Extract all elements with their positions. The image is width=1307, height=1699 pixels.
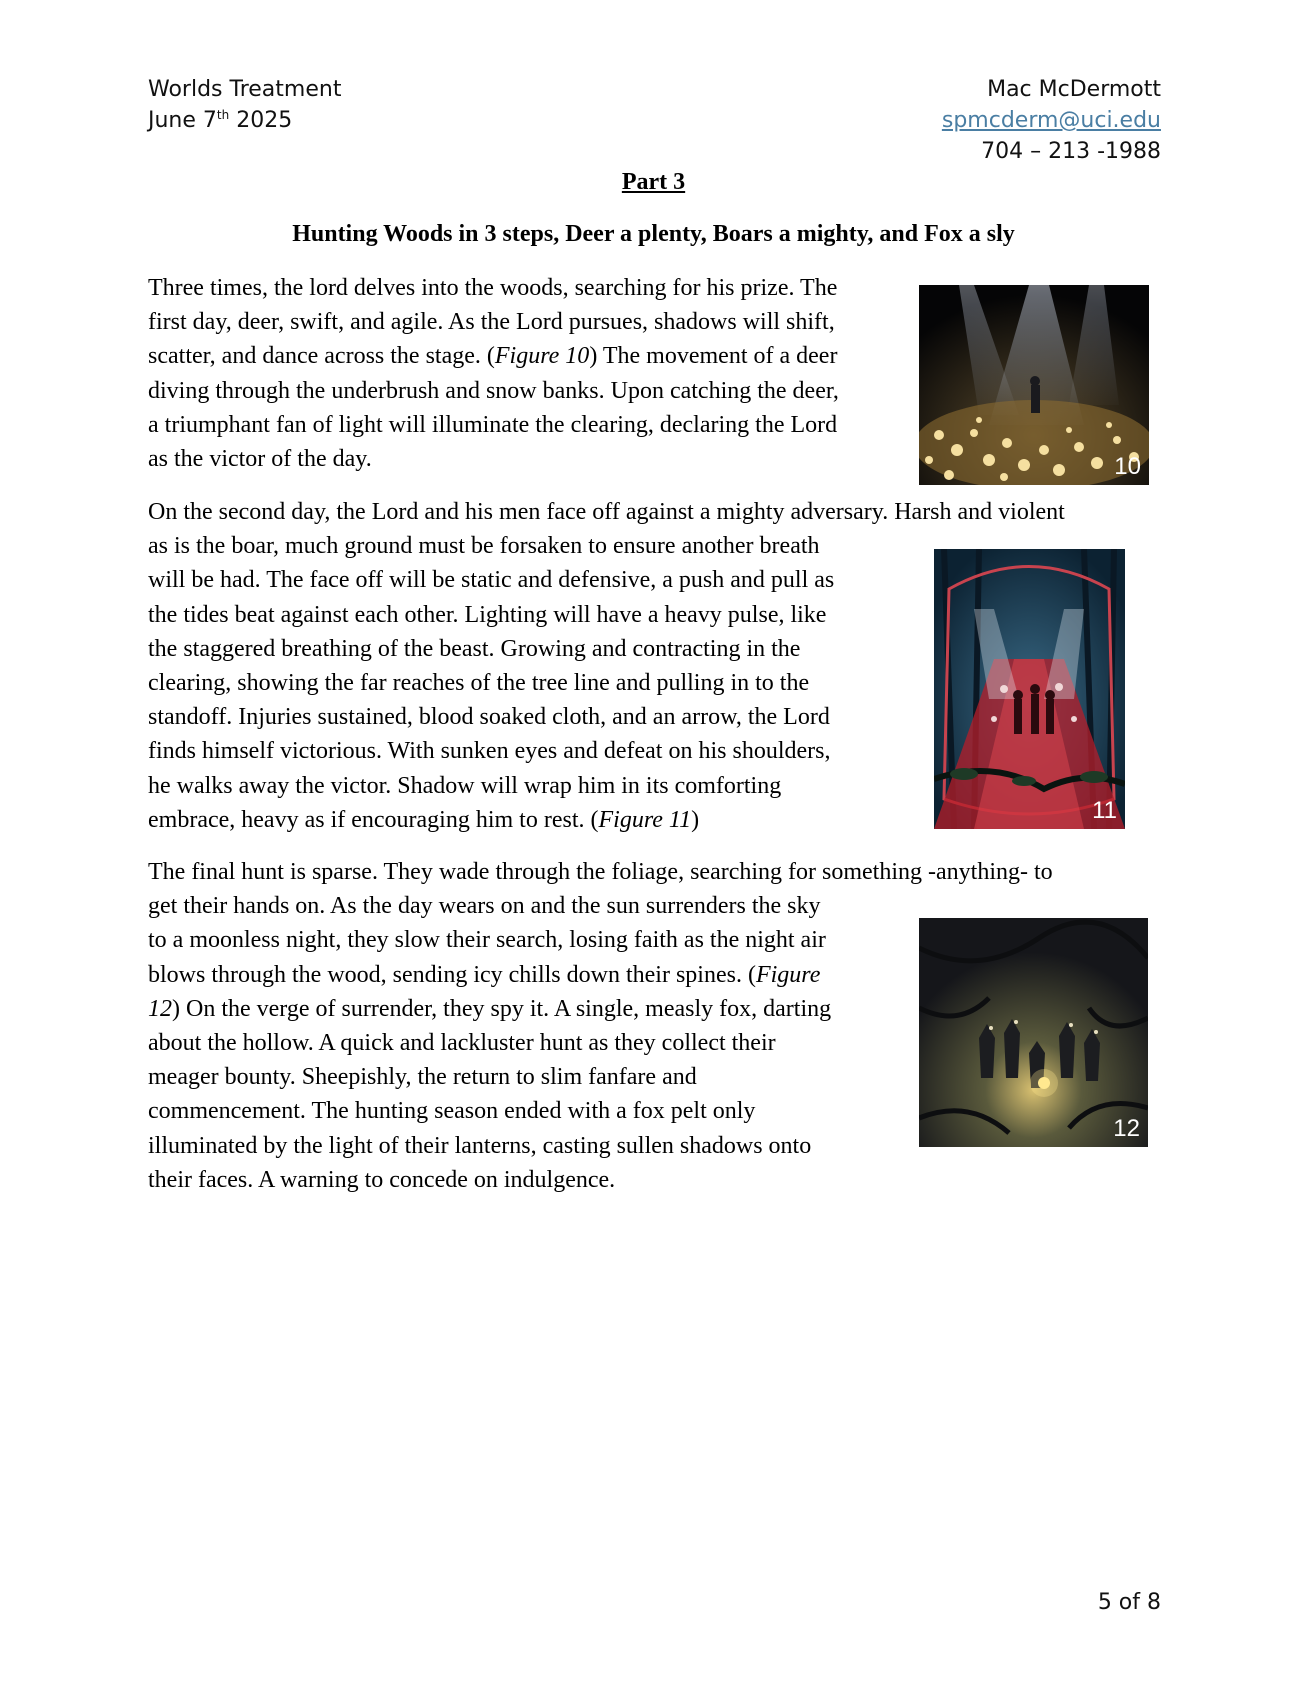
paragraph-deer: Three times, the lord delves into the woods, searching for his prize. The first day, deer, swift, and agile. As the Lord pursues, shadows will shift, scatter, and dance across the stage. (Figure 10) The movement of a deer diving through the underbrush and snow banks. Upon catching the deer, a triumphant fan of light will illuminate the clearing, declaring the Lord as the victor of the day. <box>148 275 839 473</box>
figure-11-number: 11 <box>1092 797 1117 824</box>
doc-title: Worlds Treatment <box>148 77 342 102</box>
author-name: Mac McDermott <box>987 77 1161 102</box>
phone-number: 704 – 213 -1988 <box>981 139 1161 164</box>
header-right <box>942 74 1161 167</box>
page-number: 5 of 8 <box>1097 1590 1161 1615</box>
email-link[interactable]: spmcderm@uci.edu <box>941 108 1161 133</box>
section-subtitle: Hunting Woods in 3 steps, Deer a plenty, Boars a mighty, and Fox a sly <box>292 221 1015 247</box>
doc-date: June 7th 2025 <box>148 108 293 133</box>
paragraph-boar: On the second day, the Lord and his men face off against a mighty adversary. Harsh and violent as is the boar, much ground must be forsaken to ensure another breath will be had. The face off will be static and defensive, a push and pull as the tides beat against each other. Lighting will have a heavy pulse, like the staggered breathing of the beast. Growing and contracting in the clearing, showing the far reaches of the tree line and pulling in to the standoff. Injuries sustained, blood soaked cloth, and an arrow, the Lord finds himself victorious. With sunken eyes and defeat on his shoulders, he walks away the victor. Shadow will wrap him in its comforting embrace, heavy as if encouraging him to rest. (Figure 11) <box>148 499 1065 833</box>
figure-12-number: 12 <box>1113 1115 1140 1142</box>
figure-10-image <box>919 285 1149 485</box>
figure-12-image <box>919 918 1148 1147</box>
figure-11-image <box>934 549 1125 829</box>
part-title: Part 3 <box>621 169 686 195</box>
paragraph-fox: The final hunt is sparse. They wade through the foliage, searching for something -anything- to get their hands on. As the day wears on and the sun surrenders the sky to a moonless night, they slow their search, losing faith as the night air blows through the wood, sending icy chills down their spines. (Figure 12) On the verge of surrender, they spy it. A single, measly fox, darting about the hollow. A quick and lackluster hunt as they collect their meager bounty. Sheepishly, the return to slim fanfare and commencement. The hunting season ended with a fox pelt only illuminated by the light of their lanterns, casting sullen shadows onto their faces. A warning to concede on indulgence. <box>148 859 1053 1193</box>
figure-10-number: 10 <box>1114 453 1141 480</box>
header-left <box>148 74 341 136</box>
